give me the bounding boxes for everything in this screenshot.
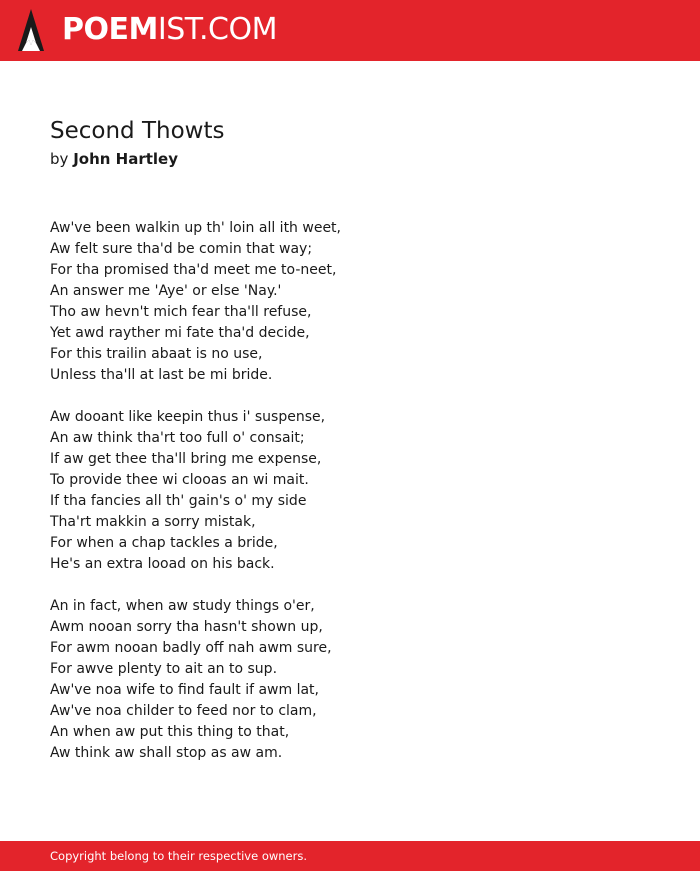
- poem-line: For tha promised tha'd meet me to-neet,: [50, 262, 337, 278]
- site-header: [0, 0, 700, 61]
- poem-line: Aw dooant like keepin thus i' suspense,: [50, 409, 326, 425]
- stanza: [50, 596, 650, 764]
- poem-line: Aw felt sure tha'd be comin that way;: [50, 241, 313, 257]
- stanza: [50, 407, 650, 575]
- site-logo-text[interactable]: [62, 10, 277, 50]
- poem-line: Awm nooan sorry tha hasn't shown up,: [50, 619, 323, 635]
- brand-bold: POEM: [62, 12, 158, 47]
- poem-line: For when a chap tackles a bride,: [50, 535, 278, 551]
- poem-line: If tha fancies all th' gain's o' my side: [50, 493, 307, 509]
- poem-line: Aw've noa childer to feed nor to clam,: [50, 703, 317, 719]
- poem-line: Aw think aw shall stop as aw am.: [50, 745, 283, 761]
- poem-line: Yet awd rayther mi fate tha'd decide,: [50, 325, 310, 341]
- copyright-notice: Copyright belong to their respective owners.: [50, 849, 308, 863]
- poem-body: [50, 218, 650, 785]
- by-label: by: [50, 150, 69, 168]
- poem-author: John Hartley: [73, 150, 178, 168]
- site-footer: [0, 841, 700, 871]
- poem-line: Aw've noa wife to find fault if awm lat,: [50, 682, 319, 698]
- poem-line: An aw think tha'rt too full o' consait;: [50, 430, 305, 446]
- poem-title: Second Thowts: [50, 118, 225, 144]
- poem-line: If aw get thee tha'll bring me expense,: [50, 451, 322, 467]
- poem-line: An in fact, when aw study things o'er,: [50, 598, 315, 614]
- poem-line: For this trailin abaat is no use,: [50, 346, 263, 362]
- poem-line: For awm nooan badly off nah awm sure,: [50, 640, 332, 656]
- poem-line: Unless tha'll at last be mi bride.: [50, 367, 273, 383]
- poem-line: He's an extra looad on his back.: [50, 556, 275, 572]
- poem-line: An answer me 'Aye' or else 'Nay.': [50, 283, 282, 299]
- poem-byline: [50, 148, 178, 170]
- poem-line: For awve plenty to ait an to sup.: [50, 661, 278, 677]
- poem-line: To provide thee wi clooas an wi mait.: [50, 472, 309, 488]
- poem-line: Tho aw hevn't mich fear tha'll refuse,: [50, 304, 312, 320]
- brand-light: IST.COM: [157, 12, 277, 47]
- pencil-tip-icon[interactable]: [18, 9, 44, 51]
- poem-line: An when aw put this thing to that,: [50, 724, 290, 740]
- stanza: [50, 218, 650, 386]
- poem-line: Aw've been walkin up th' loin all ith weet,: [50, 220, 341, 236]
- poem-line: Tha'rt makkin a sorry mistak,: [50, 514, 256, 530]
